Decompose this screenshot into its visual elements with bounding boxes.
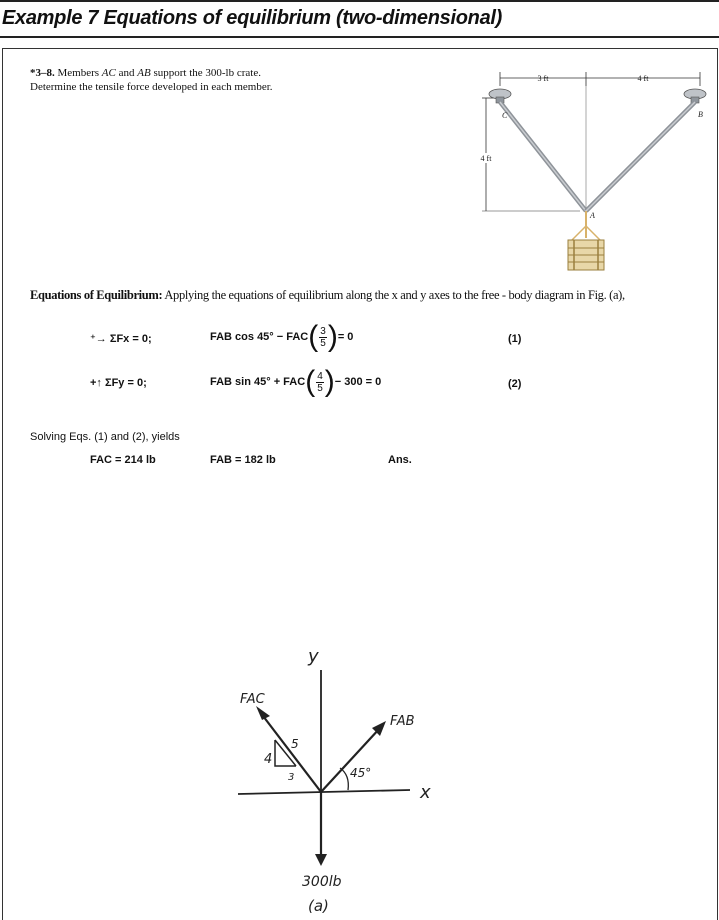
fab-label: FAB bbox=[390, 714, 415, 729]
equation-2-frac-den: 5 bbox=[317, 382, 323, 394]
problem-text: and bbox=[115, 67, 138, 79]
support-b bbox=[684, 89, 706, 103]
triangle-side-3: 3 bbox=[288, 772, 295, 783]
dim-label-3ft: 3 ft bbox=[537, 74, 549, 83]
equation-1-label: ⁺→ ΣFx = 0; bbox=[90, 333, 152, 345]
fab-vector bbox=[321, 728, 380, 792]
problem-text: support the 300-lb crate. bbox=[150, 67, 261, 79]
equation-2-number: (2) bbox=[508, 378, 522, 390]
weight-label: 300lb bbox=[302, 874, 342, 890]
problem-line-2: Determine the tensile force developed in each member. bbox=[30, 81, 273, 93]
problem-statement bbox=[30, 66, 273, 94]
equations-heading bbox=[30, 288, 625, 303]
y-axis-label: y bbox=[308, 646, 319, 667]
equation-1-part1: FAB cos 45° − FAC bbox=[210, 330, 309, 343]
free-body-diagram bbox=[220, 630, 480, 918]
fac-label: FAC bbox=[240, 692, 265, 707]
triangle-side-4: 4 bbox=[264, 752, 273, 767]
page-header bbox=[0, 0, 719, 38]
solution-intro: Solving Eqs. (1) and (2), yields bbox=[30, 431, 180, 443]
equation-2-body: FAB sin 45° + FAC( $\frac{4}{5}$ )− 300 = 0 bbox=[210, 365, 382, 398]
label-c: C bbox=[502, 111, 508, 120]
equation-1-frac-num: 3 bbox=[320, 325, 326, 337]
result-fab: FAB = 182 lb bbox=[210, 454, 276, 466]
equation-1-body: FAB cos 45° − FAC( $\frac{3}{5}$ )= 0 bbox=[210, 320, 354, 353]
answer-label: Ans. bbox=[388, 454, 412, 466]
problem-line-1 bbox=[30, 66, 273, 80]
dim-label-4ft: 4 ft bbox=[637, 74, 649, 83]
triangle-side-5: 5 bbox=[291, 737, 299, 751]
problem-text: Members bbox=[57, 67, 102, 79]
member-ac: AC bbox=[101, 67, 116, 79]
page-title: Example 7 Equations of equilibrium (two-dimensional) bbox=[2, 7, 503, 29]
equation-1 bbox=[90, 332, 152, 345]
equation-2-label: +↑ ΣFy = 0; bbox=[90, 377, 147, 389]
label-a: A bbox=[590, 211, 595, 220]
equation-2 bbox=[90, 377, 147, 389]
equations-heading-text: Applying the equations of equilibrium along the x and y axes to the free - body diagram in Fig. (a), bbox=[162, 288, 625, 302]
equation-1-part2: = 0 bbox=[337, 330, 354, 343]
member-ab: AB bbox=[137, 67, 151, 79]
equation-1-number: (1) bbox=[508, 333, 522, 345]
problem-number: *3–8. bbox=[30, 67, 55, 79]
result-fac: FAC = 214 lb bbox=[90, 454, 156, 466]
x-axis-label: x bbox=[420, 782, 431, 803]
equation-2-part1: FAB sin 45° + FAC bbox=[210, 375, 306, 388]
equation-2-frac-num: 4 bbox=[317, 370, 323, 382]
problem-figure bbox=[470, 66, 715, 286]
dim-label-4ft-vertical: 4 ft bbox=[480, 154, 492, 163]
support-c bbox=[489, 89, 511, 103]
equation-2-part2: − 300 = 0 bbox=[334, 375, 382, 388]
crate bbox=[568, 240, 604, 270]
x-axis bbox=[238, 790, 410, 794]
label-b: B bbox=[698, 110, 703, 119]
equations-heading-bold: Equations of Equilibrium: bbox=[30, 288, 163, 302]
angle-label: 45° bbox=[350, 766, 372, 780]
figure-caption: (a) bbox=[308, 897, 329, 915]
equation-1-frac-den: 5 bbox=[320, 337, 326, 349]
